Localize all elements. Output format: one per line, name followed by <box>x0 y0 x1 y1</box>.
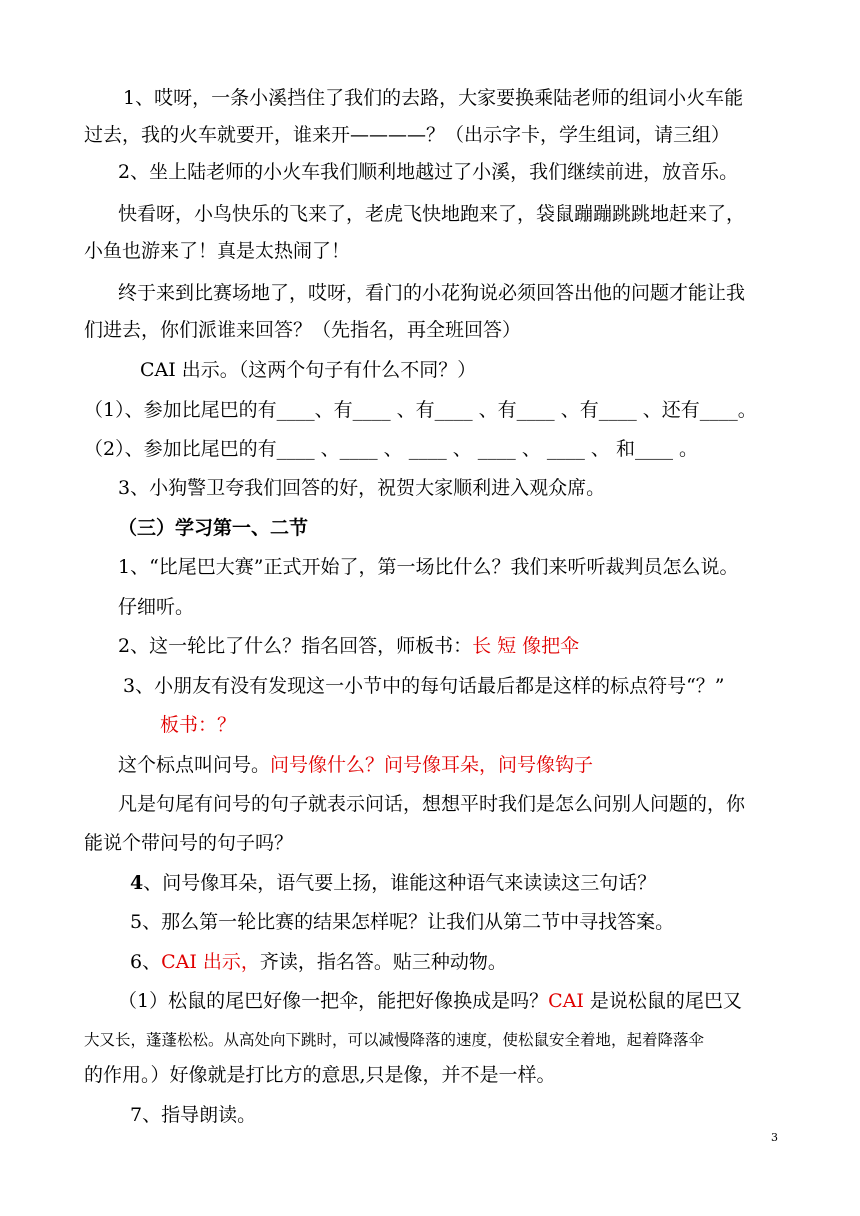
paragraph-line: 1、哎呀，一条小溪挡住了我们的去路，大家要换乘陆老师的组词小火车能 <box>123 87 744 109</box>
section-heading: （三）学习第一、二节 <box>118 517 309 539</box>
paragraph-line <box>118 753 593 777</box>
line-text: 、问号像耳朵，语气要上扬，谁能这种语气来读读这三句话？ <box>143 872 657 894</box>
paragraph-line: 7、指导朗读。 <box>130 1104 257 1126</box>
paragraph-line: 3、小狗警卫夸我们回答的好，祝贺大家顺利进入观众席。 <box>118 477 606 499</box>
paragraph-line: 能说个带问号的句子吗？ <box>84 832 294 854</box>
page-number: 3 <box>771 1131 778 1144</box>
item-number: 4 <box>130 872 144 894</box>
paragraph-line: 快看呀，小鸟快乐的飞来了，老虎飞快地跑来了，袋鼠蹦蹦跳跳地赶来了， <box>118 203 746 225</box>
fill-blank-sentence-2: （2）、参加比尾巴的有____ 、____ 、 ____ 、 ____ 、 ____ 、 和____ 。 <box>84 438 698 460</box>
paragraph-line <box>130 950 507 974</box>
blackboard-text: 长 短 像把伞 <box>472 635 580 657</box>
highlight-text: CAI 出示， <box>161 951 260 973</box>
highlight-text: 问号像什么？问号像耳朵，问号像钩子 <box>270 754 594 776</box>
paragraph-line: 终于来到比赛场地了，哎呀，看门的小花狗说必须回答出他的问题才能让我 <box>118 282 746 304</box>
line-text: 齐读，指名答。贴三种动物。 <box>259 951 507 973</box>
paragraph-line <box>118 989 742 1013</box>
paragraph-line: 们进去，你们派谁来回答？（先指名，再全班回答） <box>84 319 522 341</box>
paragraph-line: CAI 出示。（这两个句子有什么不同？） <box>140 359 477 381</box>
paragraph-line: 3、小朋友有没有发现这一小节中的每句话最后都是这样的标点符号“？” <box>123 675 725 697</box>
paragraph-line: 大又长，蓬蓬松松。从高处向下跳时，可以减慢降落的速度，使松鼠安全着地，起着降落伞 <box>84 1031 705 1049</box>
highlight-text: CAI <box>548 990 584 1012</box>
line-text: 这个标点叫问号。 <box>118 754 271 776</box>
paragraph-line: 的作用。）好像就是打比方的意思,只是像，并不是一样。 <box>84 1064 556 1086</box>
line-text: 是说松鼠的尾巴又 <box>583 990 742 1012</box>
line-text: 2、这一轮比了什么？指名回答，师板书： <box>118 635 473 657</box>
paragraph-line: 2、坐上陆老师的小火车我们顺利地越过了小溪，我们继续前进，放音乐。 <box>118 161 739 183</box>
fill-blank-sentence-1: （1）、参加比尾巴的有____、有____ 、有____ 、有____ 、有____ 、还有____。 <box>84 399 757 421</box>
paragraph-line <box>130 871 656 895</box>
line-text: 6、 <box>130 951 162 973</box>
paragraph-line: 小鱼也游来了！真是太热闹了！ <box>84 240 351 262</box>
paragraph-line: 仔细听。 <box>118 596 195 618</box>
paragraph-line: 5、那么第一轮比赛的结果怎样呢？让我们从第二节中寻找答案。 <box>130 911 675 933</box>
line-text: （1）松鼠的尾巴好像一把伞，能把好像换成是吗？ <box>118 990 549 1012</box>
blackboard-text: 板书：？ <box>160 714 237 736</box>
paragraph-line <box>118 634 579 658</box>
paragraph-line: 凡是句尾有问号的句子就表示问话，想想平时我们是怎么问别人问题的，你 <box>118 793 746 815</box>
paragraph-line: 1、“比尾巴大赛”正式开始了，第一场比什么？我们来听听裁判员怎么说。 <box>118 556 739 578</box>
paragraph-line: 过去，我的火车就要开，谁来开————？（出示字卡，学生组词，请三组） <box>84 124 731 146</box>
